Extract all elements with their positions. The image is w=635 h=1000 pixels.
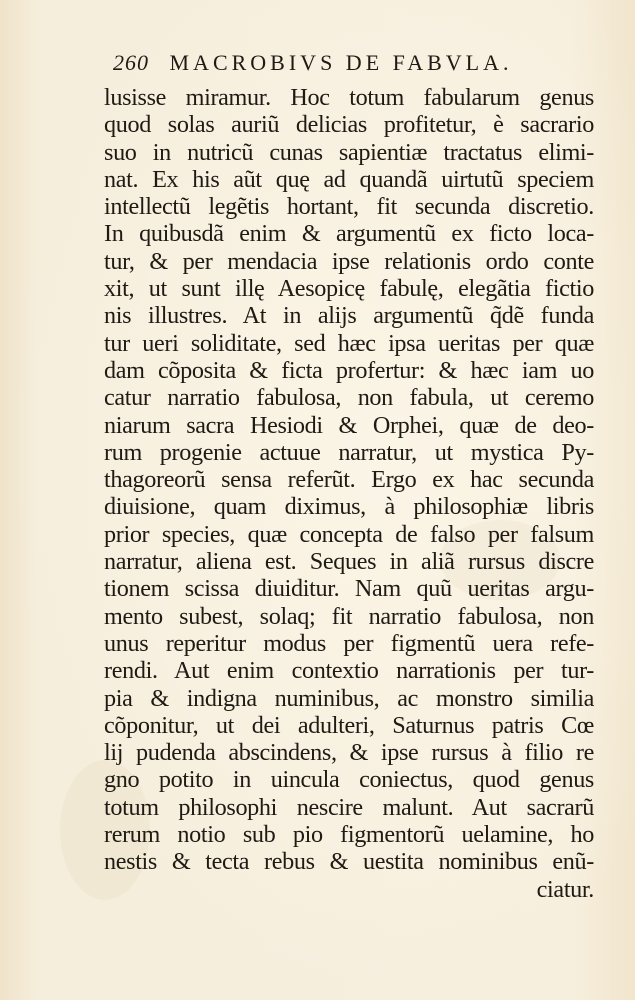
text-line: tur, & per mendacia ipse relationis ordo conte <box>104 247 594 275</box>
text-line: nestis & tecta rebus & uestita nominibus enũ- <box>104 848 594 876</box>
text-line: tionem scissa diuiditur. Nam quũ ueritas argu- <box>104 575 594 603</box>
page-number: 260 <box>113 50 149 75</box>
text-line: gno potito in uincula coniectus, quod genus <box>104 766 594 794</box>
text-line: ciatur. <box>536 875 594 903</box>
text-line: mento subest, solaq; fit narratio fabulosa, non <box>104 602 594 630</box>
text-line: totum philosophi nescire malunt. Aut sacrarũ <box>104 793 594 821</box>
text-line: rerum notio sub pio figmentorũ uelamine, ho <box>104 821 594 849</box>
text-line: narratur, aliena est. Seques in aliã rursus discre <box>104 548 594 576</box>
text-line: xit, ut sunt illę Aesopicę fabulę, elegãtia fictio <box>104 275 594 303</box>
text-line: intellectũ legẽtis hortant, fit secunda discretio. <box>104 193 594 221</box>
text-line: dam cõposita & ficta profertur: & hæc iam uo <box>104 356 594 384</box>
text-line: thagoreorũ sensa referũt. Ergo ex hac secunda <box>104 466 594 494</box>
text-line: rum progenie actuue narratur, ut mystica Py- <box>104 438 594 466</box>
body-text <box>104 84 594 903</box>
text-line: In quibusdã enim & argumentũ ex ficto loca- <box>104 220 594 248</box>
text-line: quod solas auriũ delicias profitetur, è sacrario <box>104 111 594 139</box>
running-head: MACROBIVS DE FABVLA. <box>169 50 513 75</box>
text-line: lij pudenda abscindens, & ipse rursus à filio re <box>104 739 594 767</box>
text-line: catur narratio fabulosa, non fabula, ut ceremo <box>104 384 594 412</box>
text-line: rendi. Aut enim contextio narrationis per tur- <box>104 657 594 685</box>
text-line: tur ueri soliditate, sed hæc ipsa ueritas per quæ <box>104 329 594 357</box>
text-line: nis illustres. At in alijs argumentũ q̃dẽ funda <box>104 302 594 330</box>
text-line: cõponitur, ut dei adulteri, Saturnus patris Cœ <box>104 711 594 739</box>
text-line: diuisione, quam diximus, à philosophiæ libris <box>104 493 594 521</box>
text-line: suo in nutricũ cunas sapientiæ tractatus elimi- <box>104 138 594 166</box>
text-line: nat. Ex his aũt quę ad quandã uirtutũ speciem <box>104 165 594 193</box>
text-line: pia & indigna numinibus, ac monstro similia <box>104 684 594 712</box>
page-header <box>113 50 553 84</box>
text-line: unus reperitur modus per figmentũ uera refe- <box>104 629 594 657</box>
text-line: lusisse miramur. Hoc totum fabularum genus <box>104 84 594 111</box>
text-line: niarum sacra Hesiodi & Orphei, quæ de deo- <box>104 411 594 439</box>
text-line: prior species, quæ concepta de falso per falsum <box>104 520 594 548</box>
